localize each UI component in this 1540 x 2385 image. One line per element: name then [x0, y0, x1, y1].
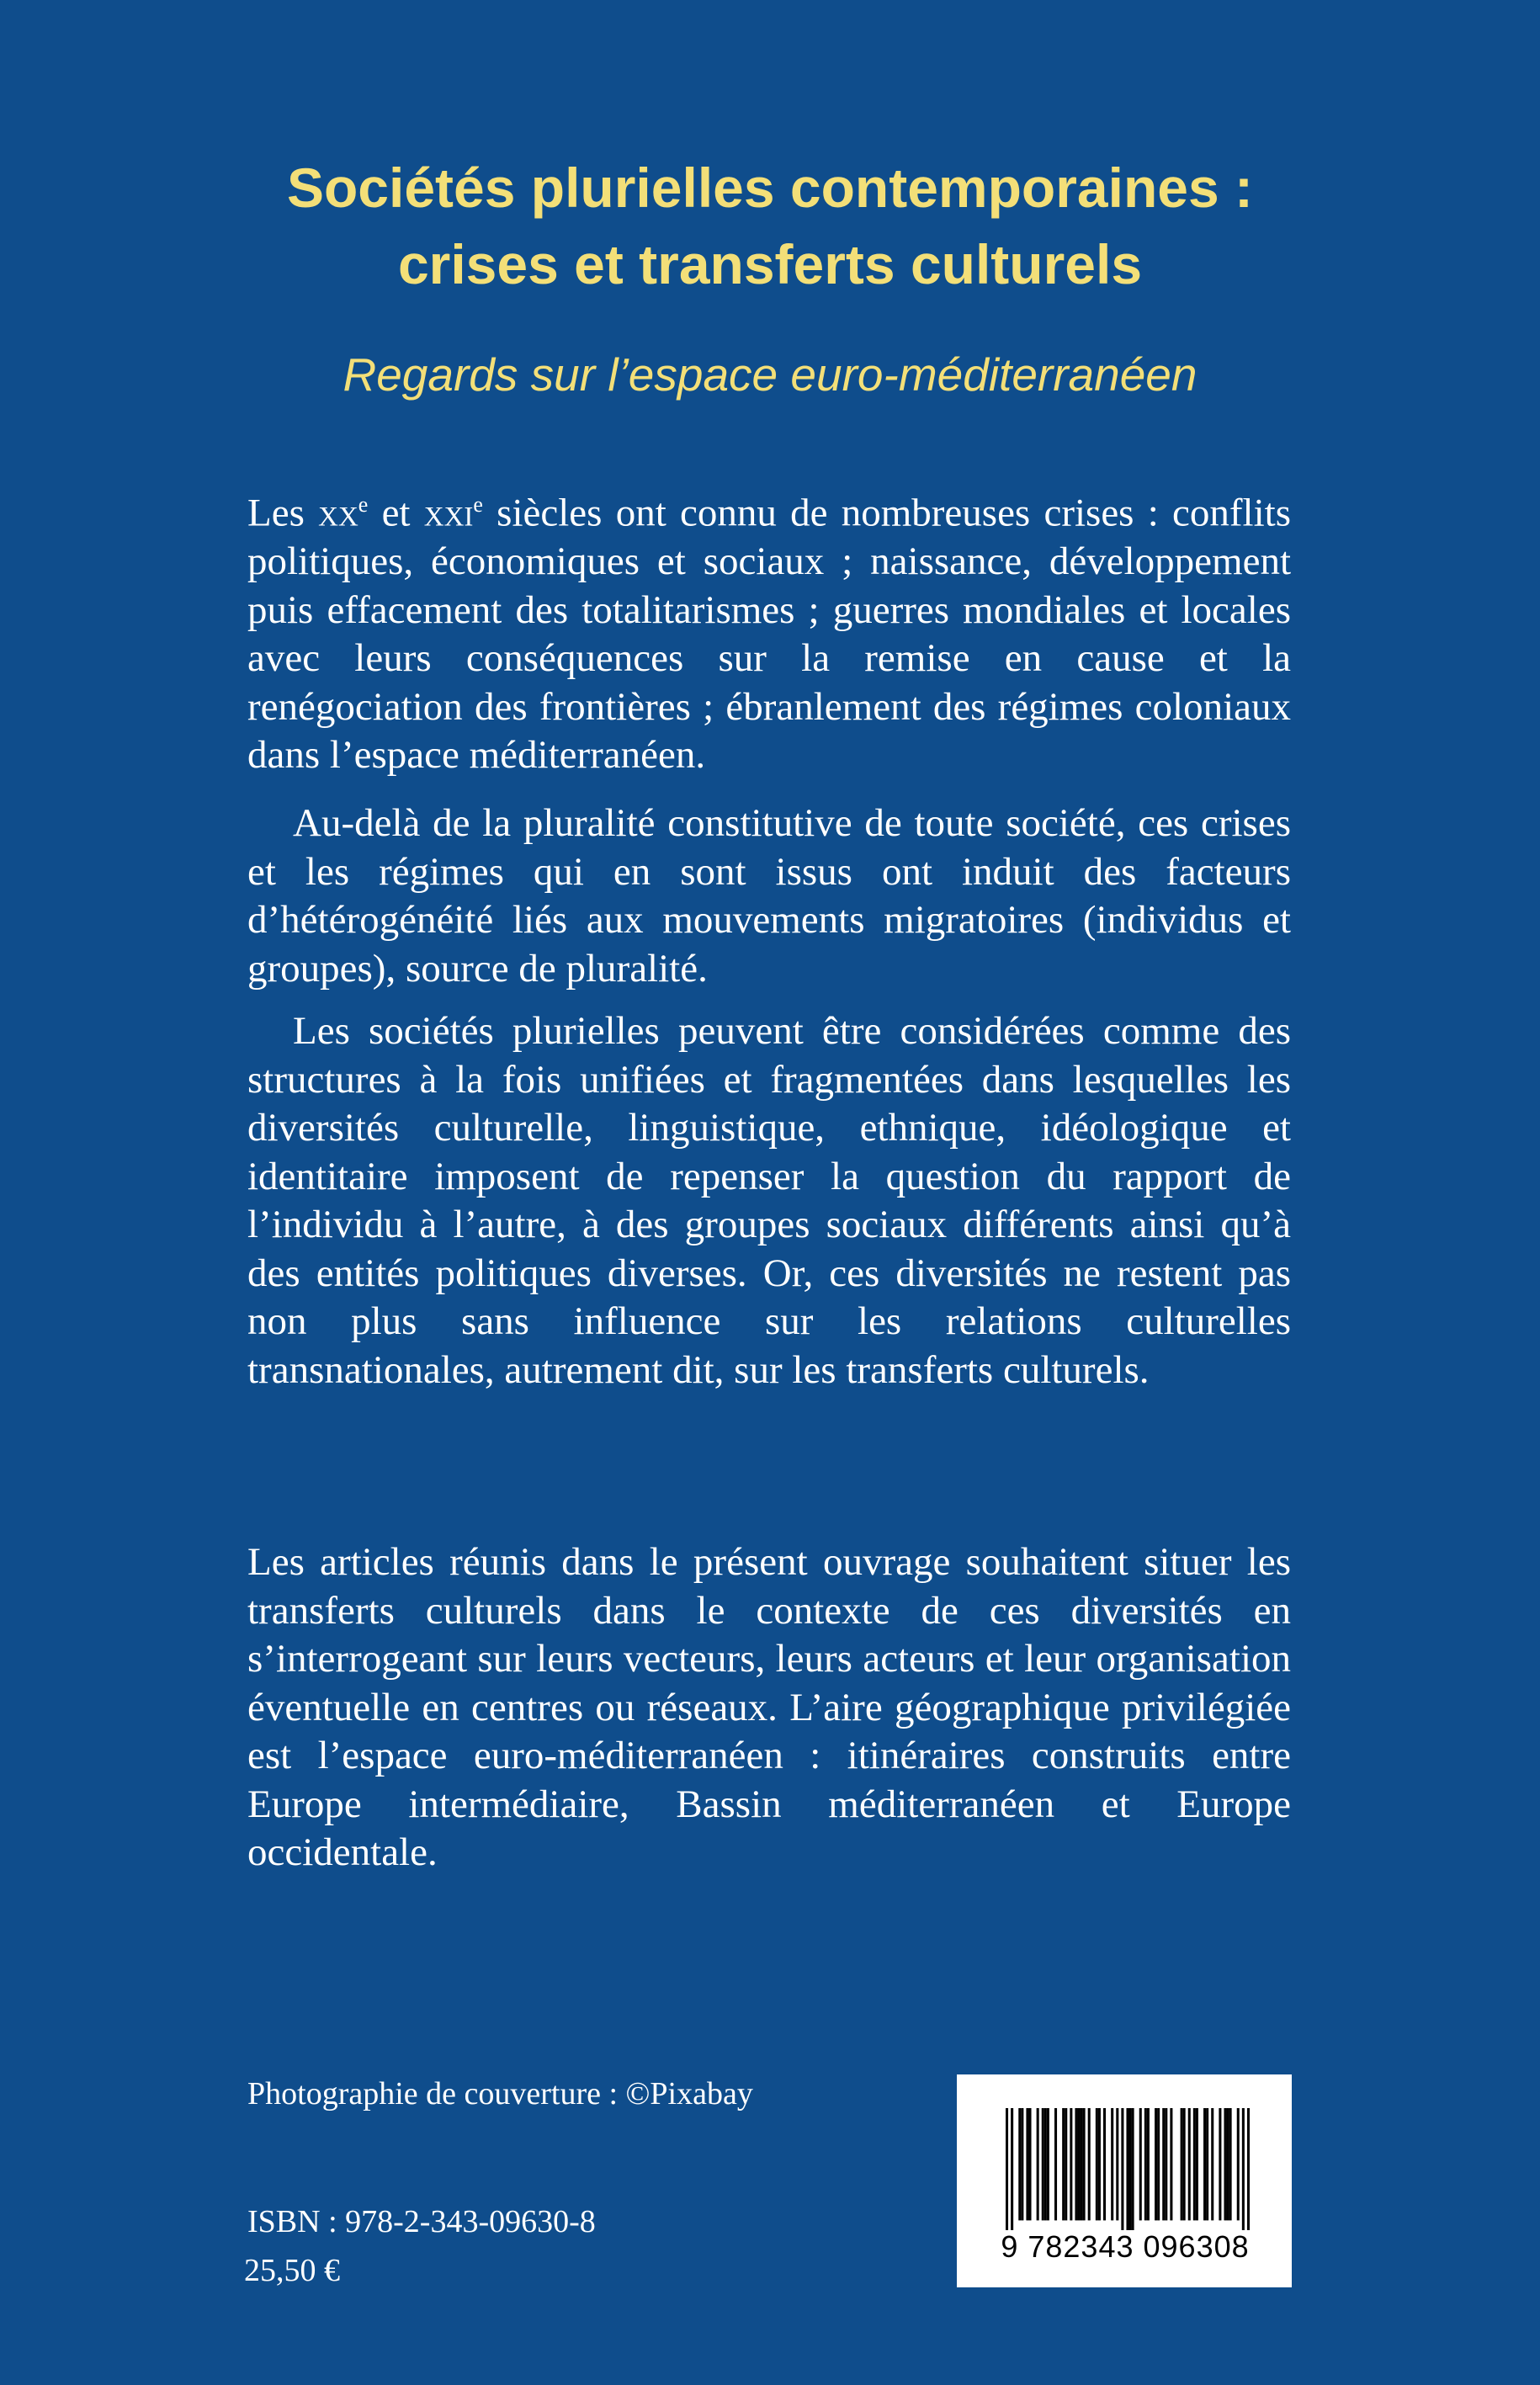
barcode-bar [1006, 2108, 1008, 2230]
barcode-bar [1224, 2108, 1226, 2220]
isbn: ISBN : 978-2-343-09630-8 [247, 2204, 596, 2239]
barcode-bar [1021, 2108, 1023, 2220]
barcode-bar [1011, 2108, 1013, 2230]
barcode-bar [1196, 2108, 1198, 2220]
barcode-bar [1165, 2108, 1167, 2220]
title-line-2: crises et transferts culturels [397, 233, 1143, 295]
barcode-bar [1237, 2108, 1240, 2220]
barcode-bar [1070, 2108, 1072, 2220]
barcode-bar [1062, 2108, 1065, 2220]
barcode-bar [1132, 2108, 1134, 2230]
barcode-bar [1018, 2108, 1021, 2220]
century-xxi-suffix: e [473, 492, 483, 517]
p1-connector: et [368, 491, 424, 535]
barcode-bar [1206, 2108, 1208, 2220]
barcode-bar [1183, 2108, 1186, 2220]
barcode-bar [1054, 2108, 1057, 2220]
barcode-bar [1042, 2108, 1044, 2220]
century-xx: xx [318, 491, 358, 535]
barcode-bar [1075, 2108, 1077, 2220]
barcode-bar [1121, 2108, 1123, 2230]
barcode-bar [1103, 2108, 1106, 2220]
barcode-bar [1170, 2108, 1172, 2220]
barcode-bar [1211, 2108, 1213, 2220]
book-subtitle: Regards sur l’espace euro-méditerranéen [343, 348, 1197, 401]
p1-rest: siècles ont connu de nombreuses crises : conflits politiques, économiques et sociaux ; naissance, développement puis effacement des totalitarismes ; guerres mondiales et locales avec leurs conséquences sur la remise en cause et la renégociation des frontières ; ébranlement des régimes coloniaux dans l’espace méditerranéen. [247, 491, 1291, 778]
barcode-bar [1188, 2108, 1191, 2220]
title-line-1: Sociétés plurielles contemporaines : [286, 157, 1254, 219]
barcode-bar [1044, 2108, 1047, 2220]
blurb-paragraph-4: Les articles réunis dans le présent ouvrage souhaitent situer les transferts culturels dans le contexte de ces diversités en s’interrogeant sur leurs vecteurs, leurs acteurs et leur organisation éventuelle en centres ou réseaux. L’aire géographique privilégiée est l’espace euro-méditerranéen : itinéraires construits entre Europe intermédiaire, Bassin méditerranéen et Europe occidentale. [247, 1540, 1291, 1874]
barcode-bar [1088, 2108, 1091, 2220]
barcode-bar [1147, 2108, 1150, 2220]
barcode-bar [1126, 2108, 1128, 2230]
barcode-bar [1077, 2108, 1080, 2220]
barcode-bar [1065, 2108, 1067, 2220]
barcode-bar [1096, 2108, 1098, 2220]
barcode-bar [1129, 2108, 1132, 2230]
barcode-bar [1157, 2108, 1160, 2220]
barcode-bar [1026, 2108, 1028, 2220]
barcode-bar [1219, 2108, 1221, 2220]
barcode-bar [1193, 2108, 1196, 2220]
barcode-bar [1162, 2108, 1165, 2220]
blurb-paragraph-2: Au-delà de la pluralité constitutive de toute société, ces crises et les régimes qui en sont issus ont induit des facteurs d’hétérogénéité liés aux mouvements migratoires (individus et groupes), source de pluralité. [247, 801, 1291, 991]
barcode-bar [1229, 2108, 1232, 2220]
barcode-bar [1028, 2108, 1031, 2220]
blurb-paragraph-3: Les sociétés plurielles peuvent être considérées comme des structures à la fois unifiées et fragmentées dans lesquelles les diversités culturelle, linguistique, ethnique, idéologique et identitaire imposent de repenser la question du rapport de l’individu à l’autre, à des groupes sociaux différents ainsi qu’à des entités politiques diverses. Or, ces diversités ne restent pas non plus sans influence sur les relations culturelles transnationales, autrement dit, sur les transferts culturels. [247, 1009, 1291, 1392]
barcode-bar [1037, 2108, 1039, 2220]
barcode-bar [1081, 2108, 1083, 2220]
century-xxi: xxi [423, 491, 474, 535]
barcode-bar [1203, 2108, 1206, 2220]
barcode-bar [1227, 2108, 1229, 2220]
blurb-paragraph-1 [247, 481, 1291, 780]
barcode-bar [1181, 2108, 1183, 2220]
barcode-bar [1242, 2108, 1245, 2230]
p1-lead: Les [247, 491, 319, 535]
barcode-bar [1247, 2108, 1250, 2230]
barcode-bar [1083, 2108, 1086, 2220]
barcode-bar [1111, 2108, 1113, 2220]
barcode-bar [1116, 2108, 1118, 2220]
barcode-bar [1144, 2108, 1147, 2220]
book-title [109, 150, 1431, 303]
century-xx-suffix: e [358, 492, 369, 517]
barcode [957, 2074, 1292, 2287]
price: 25,50 € [244, 2253, 340, 2288]
barcode-bars [1006, 2108, 1250, 2230]
photo-credit: Photographie de couverture : ©Pixabay [247, 2076, 753, 2111]
barcode-bar [1047, 2108, 1049, 2220]
barcode-bar [1139, 2108, 1142, 2220]
barcode-digits: 9 782343 096308 [1001, 2229, 1250, 2264]
barcode-bar [1098, 2108, 1101, 2220]
barcode-bar [1155, 2108, 1157, 2220]
